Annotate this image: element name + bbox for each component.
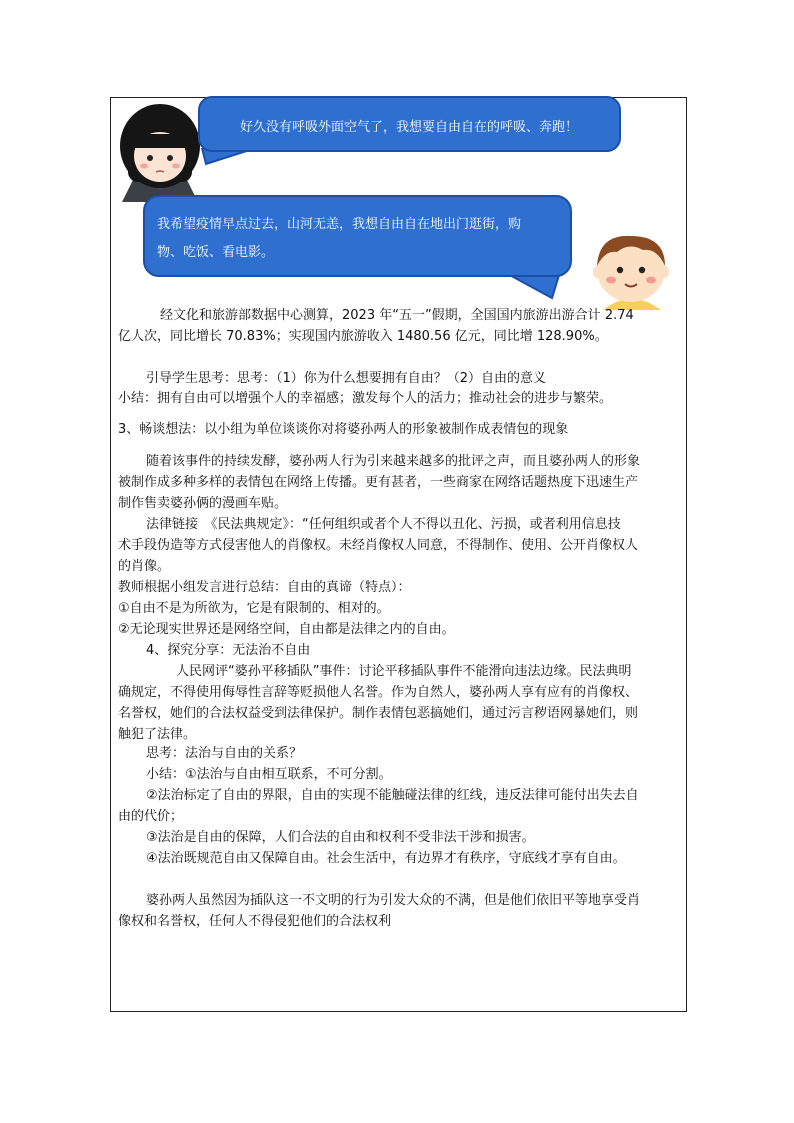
section4-heading: 4、探究分享：无法治不自由 <box>146 643 311 658</box>
stat-line2: 亿人次，同比增长 70.83%；实现国内旅游收入 1480.56 亿元，同比增 128.90%。 <box>118 329 608 344</box>
event-line2: 被制作成多种多样的表情包在网络上传播。更有甚者，一些商家在网络话题热度下迅速生产 <box>118 475 639 490</box>
boy-speech-bubble <box>143 195 572 277</box>
law-line1: 法律链接 《民法典规定》：“任何组织或者个人不得以丑化、污损，或者利用信息技 <box>146 517 621 532</box>
point-2: ②无论现实世界还是网络空间，自由都是法律之内的自由。 <box>118 622 455 637</box>
summary-freedom: 小结：拥有自由可以增强个人的幸福感；激发每个人的活力；推动社会的进步与繁荣。 <box>118 391 613 406</box>
final-line1: 婆孙两人虽然因为插队这一不文明的行为引发大众的不满，但是他们依旧平等地享受肖 <box>146 893 641 908</box>
point-1: ①自由不是为所欲为，它是有限制的、相对的。 <box>118 601 390 616</box>
boy-speech-line2: 物、吃饭、看电影。 <box>157 245 275 260</box>
stat-line1: 经文化和旅游部数据中心测算，2023 年“五一”假期，全国国内旅游出游合计 2.74 <box>160 308 634 323</box>
conclusion-2-line2: 由的代价； <box>118 809 184 824</box>
review-line2: 确规定，不得使用侮辱性言辞等贬损他人名誉。作为自然人，婆孙两人享有应有的肖像权、 <box>118 685 639 700</box>
boy-illustration <box>583 226 679 310</box>
girl-speech-bubble <box>198 96 621 152</box>
think-question: 思考：法治与自由的关系？ <box>146 746 303 761</box>
teacher-summary: 教师根据小组发言进行总结：自由的真谛（特点）： <box>118 580 411 595</box>
girl-illustration <box>112 98 208 202</box>
final-line2: 像权和名誉权，任何人不得侵犯他们的合法权利 <box>118 914 392 929</box>
review-line1: 人民网评“婆孙平移插队”事件：讨论平移插队事件不能滑向违法边缘。民法典明 <box>176 664 632 679</box>
girl-speech-text: 好久没有呼吸外面空气了，我想要自由自在的呼吸、奔跑！ <box>240 120 579 135</box>
conclusion-2-line1: ②法治标定了自由的界限，自由的实现不能触碰法律的红线，违反法律可能付出失去自 <box>146 788 639 803</box>
conclusion-1: 小结：①法治与自由相互联系，不可分割。 <box>146 767 392 782</box>
boy-speech-line1: 我希望疫情早点过去，山河无恙，我想自由自在地出门逛街，购 <box>157 217 522 232</box>
section3-heading: 3、畅谈想法：以小组为单位谈谈你对将婆孙两人的形象被制作成表情包的现象 <box>118 422 569 437</box>
guide-question: 引导学生思考：思考：（1）你为什么想要拥有自由？（2）自由的意义 <box>146 371 547 386</box>
review-line3: 名誉权，她们的合法权益受到法律保护。制作表情包恶搞她们，通过污言秽语网暴她们，则 <box>118 706 639 721</box>
conclusion-4: ④法治既规范自由又保障自由。社会生活中，有边界才有秩序，守底线才享有自由。 <box>146 851 626 866</box>
law-line2: 术手段伪造等方式侵害他人的肖像权。未经肖像权人同意，不得制作、使用、公开肖像权人 <box>118 538 639 553</box>
event-line1: 随着该事件的持续发酵，婆孙两人行为引来越来越多的批评之声，而且婆孙两人的形象 <box>146 454 641 469</box>
law-line3: 的肖像。 <box>118 559 171 574</box>
conclusion-3: ③法治是自由的保障，人们合法的自由和权利不受非法干涉和损害。 <box>146 830 535 845</box>
review-line4: 触犯了法律。 <box>118 727 197 742</box>
event-line3: 制作售卖婆孙俩的漫画车贴。 <box>118 496 288 511</box>
